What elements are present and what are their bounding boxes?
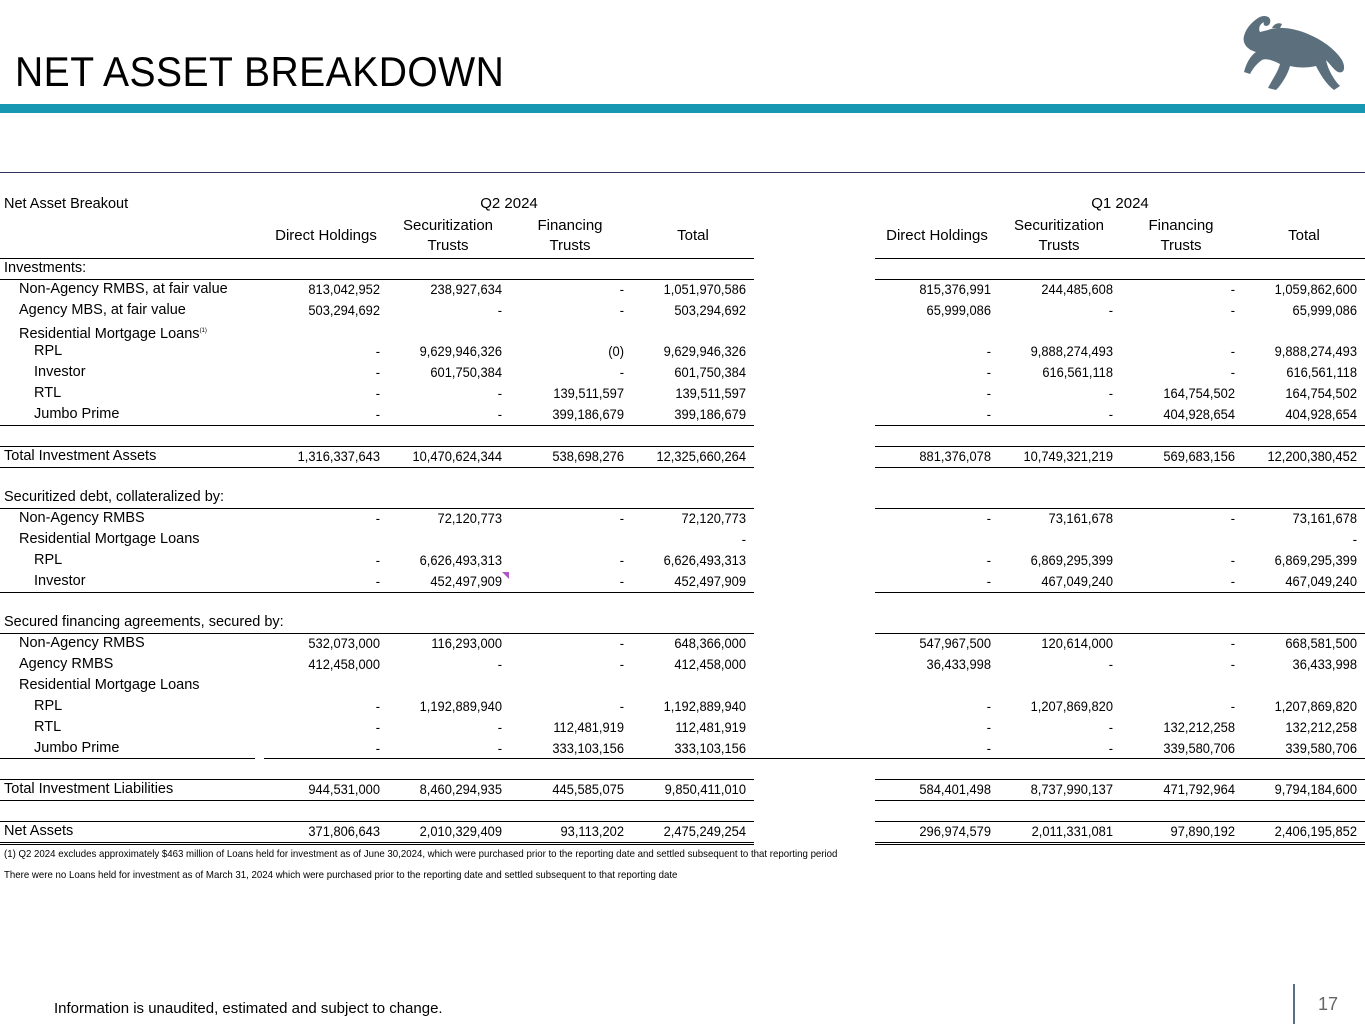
value-cell: - bbox=[619, 697, 624, 714]
table-rule bbox=[875, 779, 1365, 780]
value-cell: 532,073,000 bbox=[308, 635, 380, 652]
col-header-financing: Financing bbox=[1148, 217, 1214, 234]
value-cell: - bbox=[1108, 739, 1113, 756]
value-cell: 503,294,692 bbox=[308, 301, 380, 318]
table-rule bbox=[875, 800, 1365, 801]
table-rule bbox=[0, 508, 754, 509]
row-label: RTL bbox=[34, 718, 62, 735]
value-cell: 72,120,773 bbox=[681, 510, 746, 527]
value-cell: - bbox=[1108, 656, 1113, 673]
table-row bbox=[0, 612, 1365, 633]
value-cell: 339,580,706 bbox=[1285, 739, 1357, 756]
value-cell: 371,806,643 bbox=[308, 822, 380, 839]
value-cell: 9,794,184,600 bbox=[1274, 781, 1357, 798]
row-label: Investor bbox=[34, 572, 86, 589]
value-cell: 471,792,964 bbox=[1163, 781, 1235, 798]
value-cell: 139,511,597 bbox=[675, 385, 746, 402]
row-label: Non-Agency RMBS, at fair value bbox=[19, 280, 228, 297]
value-cell: 1,207,869,820 bbox=[1274, 697, 1357, 714]
value-cell: 132,212,258 bbox=[1163, 718, 1235, 735]
table-row bbox=[0, 779, 1365, 800]
col-header-securitization-trusts: Trusts bbox=[427, 237, 469, 254]
table-rule bbox=[875, 821, 1365, 822]
value-cell: 36,433,998 bbox=[926, 656, 991, 673]
value-cell: 139,511,597 bbox=[553, 385, 624, 402]
row-label: Securitized debt, collateralized by: bbox=[4, 489, 225, 506]
value-cell: 296,974,579 bbox=[919, 822, 991, 839]
header-accent-bar bbox=[0, 104, 1365, 113]
value-cell: - bbox=[497, 385, 502, 402]
value-cell: - bbox=[986, 510, 991, 527]
table-row bbox=[0, 821, 1365, 842]
page-title: NET ASSET BREAKDOWN bbox=[15, 48, 505, 95]
table-row bbox=[0, 571, 1365, 592]
row-label: RPL bbox=[34, 697, 63, 714]
value-cell: - bbox=[497, 301, 502, 318]
footnote-2: There were no Loans held for investment as of March 31, 2024 which were purchased prior to the reporting date and settled subsequent to that reporting date bbox=[4, 869, 678, 881]
value-cell: 9,629,946,326 bbox=[663, 343, 746, 360]
value-cell: 6,869,295,399 bbox=[1030, 551, 1113, 568]
value-cell: - bbox=[619, 364, 624, 381]
value-cell: 9,888,274,493 bbox=[1274, 343, 1357, 360]
table-rule bbox=[875, 425, 1365, 426]
value-cell: - bbox=[375, 364, 380, 381]
value-cell: 164,754,502 bbox=[1163, 385, 1235, 402]
value-cell: - bbox=[986, 551, 991, 568]
value-cell: - bbox=[1230, 551, 1235, 568]
value-cell: 97,890,192 bbox=[1170, 822, 1235, 839]
value-cell: 9,888,274,493 bbox=[1030, 343, 1113, 360]
table-corner-label: Net Asset Breakout bbox=[4, 196, 129, 212]
row-label: Residential Mortgage Loans bbox=[19, 531, 200, 548]
col-header-securitization: Securitization bbox=[402, 217, 494, 234]
value-cell: - bbox=[986, 364, 991, 381]
value-cell: 616,561,118 bbox=[1286, 364, 1357, 381]
table-rule bbox=[0, 425, 754, 426]
value-cell: 65,999,086 bbox=[1292, 301, 1357, 318]
value-cell: 452,497,909 bbox=[430, 572, 502, 589]
value-cell: 65,999,086 bbox=[926, 301, 991, 318]
lion-logo-icon bbox=[1238, 14, 1348, 96]
row-label: Residential Mortgage Loans$^{(1)}$ bbox=[19, 325, 207, 342]
value-cell: 813,042,952 bbox=[308, 280, 380, 297]
value-cell: 668,581,500 bbox=[1285, 635, 1357, 652]
value-cell: - bbox=[375, 718, 380, 735]
value-cell: - bbox=[1230, 656, 1235, 673]
row-label: RPL bbox=[34, 551, 63, 568]
cell-comment-indicator[interactable] bbox=[502, 572, 509, 579]
value-cell: 244,485,608 bbox=[1041, 280, 1113, 297]
value-cell: 503,294,692 bbox=[674, 301, 746, 318]
value-cell: - bbox=[986, 739, 991, 756]
col-header-securitization: Securitization bbox=[1013, 217, 1105, 234]
table-rule bbox=[0, 446, 754, 447]
page-number: 17 bbox=[1318, 994, 1339, 1014]
row-label: Agency MBS, at fair value bbox=[19, 301, 186, 318]
value-cell: 120,614,000 bbox=[1041, 635, 1113, 652]
value-cell: 6,869,295,399 bbox=[1274, 551, 1357, 568]
row-label: Total Investment Liabilities bbox=[4, 781, 174, 798]
value-cell: 116,293,000 bbox=[431, 635, 502, 652]
table-rule bbox=[875, 842, 1365, 845]
value-cell: - bbox=[619, 280, 624, 297]
value-cell: 815,376,991 bbox=[919, 280, 991, 297]
value-cell: 404,928,654 bbox=[1163, 405, 1235, 422]
value-cell: 9,629,946,326 bbox=[419, 343, 502, 360]
value-cell: - bbox=[375, 510, 380, 527]
value-cell: - bbox=[1230, 301, 1235, 318]
value-cell: 2,406,195,852 bbox=[1274, 822, 1357, 839]
value-cell: - bbox=[375, 551, 380, 568]
value-cell: 404,928,654 bbox=[1285, 405, 1357, 422]
table-row bbox=[0, 696, 1365, 717]
value-cell: - bbox=[1230, 572, 1235, 589]
value-cell: - bbox=[619, 572, 624, 589]
value-cell: 6,626,493,313 bbox=[419, 551, 502, 568]
value-cell: 399,186,679 bbox=[674, 405, 746, 422]
value-cell: 36,433,998 bbox=[1292, 656, 1357, 673]
value-cell: 616,561,118 bbox=[1042, 364, 1113, 381]
row-label: RTL bbox=[34, 385, 62, 402]
col-header-total: Total bbox=[1288, 227, 1320, 244]
period-header-q1: Q1 2024 bbox=[1091, 195, 1149, 212]
table-rule bbox=[0, 842, 754, 845]
period-header-q2: Q2 2024 bbox=[480, 195, 538, 212]
table-row bbox=[0, 675, 1365, 696]
table-rule bbox=[875, 508, 1365, 509]
value-cell: 112,481,919 bbox=[553, 718, 624, 735]
value-cell: 412,458,000 bbox=[308, 656, 380, 673]
value-cell: - bbox=[497, 718, 502, 735]
value-cell: 881,376,078 bbox=[919, 447, 991, 464]
value-cell: - bbox=[375, 385, 380, 402]
row-label: Jumbo Prime bbox=[34, 739, 120, 756]
value-cell: 73,161,678 bbox=[1292, 510, 1357, 527]
value-cell: 1,207,869,820 bbox=[1030, 697, 1113, 714]
value-cell: 452,497,909 bbox=[674, 572, 746, 589]
value-cell: 648,366,000 bbox=[674, 635, 746, 652]
value-cell: 1,316,337,643 bbox=[297, 447, 380, 464]
value-cell: 445,585,075 bbox=[552, 781, 624, 798]
value-cell: 399,186,679 bbox=[552, 405, 624, 422]
table-rule bbox=[264, 758, 1365, 759]
disclaimer-footer: Information is unaudited, estimated and subject to change. bbox=[54, 1000, 443, 1017]
row-label: Agency RMBS bbox=[19, 656, 114, 673]
row-label: Investor bbox=[34, 364, 86, 381]
value-cell: 132,212,258 bbox=[1285, 718, 1357, 735]
table-rule bbox=[0, 758, 255, 759]
col-header-total: Total bbox=[677, 227, 709, 244]
value-cell: - bbox=[986, 718, 991, 735]
value-cell: 93,113,202 bbox=[560, 822, 624, 839]
table-row bbox=[0, 487, 1365, 508]
value-cell: - bbox=[375, 739, 380, 756]
row-label: RPL bbox=[34, 343, 63, 360]
value-cell: 8,737,990,137 bbox=[1030, 781, 1113, 798]
value-cell: - bbox=[1230, 510, 1235, 527]
value-cell: (0) bbox=[608, 343, 624, 360]
table-row bbox=[0, 738, 1365, 759]
value-cell: 601,750,384 bbox=[430, 364, 502, 381]
value-cell: - bbox=[986, 343, 991, 360]
table-rule bbox=[875, 258, 1365, 259]
value-cell: - bbox=[497, 739, 502, 756]
value-cell: - bbox=[1230, 697, 1235, 714]
row-label: Net Assets bbox=[4, 822, 74, 839]
value-cell: 9,850,411,010 bbox=[664, 781, 746, 798]
value-cell: 10,749,321,219 bbox=[1023, 447, 1113, 464]
value-cell: - bbox=[497, 656, 502, 673]
col-header-securitization-trusts: Trusts bbox=[1038, 237, 1080, 254]
value-cell: 467,049,240 bbox=[1041, 572, 1113, 589]
row-label: Total Investment Assets bbox=[4, 447, 157, 464]
value-cell: 333,103,156 bbox=[674, 739, 746, 756]
value-cell: 12,200,380,452 bbox=[1267, 447, 1357, 464]
value-cell: 333,103,156 bbox=[552, 739, 624, 756]
value-cell: 412,458,000 bbox=[674, 656, 746, 673]
value-cell: 12,325,660,264 bbox=[656, 447, 746, 464]
table-row bbox=[0, 383, 1365, 404]
table-rule bbox=[0, 592, 754, 593]
table-row bbox=[0, 592, 1365, 613]
table-row bbox=[0, 341, 1365, 362]
table-row bbox=[0, 717, 1365, 738]
table-rule bbox=[0, 633, 754, 634]
row-label: Secured financing agreements, secured by: bbox=[4, 614, 284, 631]
value-cell: - bbox=[619, 510, 624, 527]
value-cell: - bbox=[986, 405, 991, 422]
value-cell: 339,580,706 bbox=[1163, 739, 1235, 756]
table-row bbox=[0, 321, 1365, 342]
row-label: Non-Agency RMBS bbox=[19, 510, 145, 527]
table-rule bbox=[0, 279, 754, 280]
value-cell: 72,120,773 bbox=[437, 510, 502, 527]
table-row bbox=[0, 300, 1365, 321]
row-label: Residential Mortgage Loans bbox=[19, 677, 200, 693]
value-cell: 601,750,384 bbox=[674, 364, 746, 381]
table-row bbox=[0, 467, 1365, 488]
value-cell: 944,531,000 bbox=[308, 781, 380, 798]
table-rule bbox=[0, 821, 754, 822]
value-cell: - bbox=[619, 656, 624, 673]
row-label: Non-Agency RMBS bbox=[19, 635, 145, 652]
value-cell: - bbox=[619, 551, 624, 568]
value-cell: 2,011,331,081 bbox=[1031, 822, 1113, 839]
value-cell: - bbox=[986, 697, 991, 714]
value-cell: - bbox=[986, 572, 991, 589]
value-cell: 73,161,678 bbox=[1048, 510, 1113, 527]
footnote-marker: (1) bbox=[199, 327, 207, 334]
footnote-1: (1) Q2 2024 excludes approximately $463 million of Loans held for investment as of June 30,2024, which were purchased prior to the reporting date and settled subsequent to that reporting period bbox=[4, 848, 838, 860]
value-cell: - bbox=[619, 635, 624, 652]
table-top-rule bbox=[0, 172, 1365, 173]
value-cell: 2,010,329,409 bbox=[419, 822, 502, 839]
table-row bbox=[0, 404, 1365, 425]
table-row bbox=[0, 633, 1365, 654]
value-cell: 1,059,862,600 bbox=[1274, 280, 1357, 297]
value-cell: - bbox=[619, 301, 624, 318]
value-cell: 6,626,493,313 bbox=[663, 551, 746, 568]
col-header-financing-trusts: Trusts bbox=[1160, 237, 1202, 254]
value-cell: 238,927,634 bbox=[430, 280, 502, 297]
table-rule bbox=[875, 633, 1365, 634]
value-cell: - bbox=[375, 572, 380, 589]
table-row bbox=[0, 529, 1365, 550]
table-rule bbox=[875, 446, 1365, 447]
col-header-financing: Financing bbox=[537, 217, 603, 234]
value-cell: 584,401,498 bbox=[919, 781, 991, 798]
value-cell: - bbox=[986, 385, 991, 402]
table-rule bbox=[0, 779, 754, 780]
table-rule bbox=[0, 258, 754, 259]
value-cell: 164,754,502 bbox=[1285, 385, 1357, 402]
value-cell: - bbox=[1108, 301, 1113, 318]
table-rule bbox=[875, 467, 1365, 468]
table-row bbox=[0, 446, 1365, 467]
col-header-direct-holdings: Direct Holdings bbox=[886, 227, 988, 244]
table-row bbox=[0, 425, 1365, 446]
table-row bbox=[0, 508, 1365, 529]
value-cell: 569,683,156 bbox=[1163, 447, 1235, 464]
value-cell: - bbox=[1108, 405, 1113, 422]
value-cell: - bbox=[1352, 531, 1357, 548]
value-cell: - bbox=[1230, 343, 1235, 360]
table-rule bbox=[0, 467, 754, 468]
value-cell: - bbox=[375, 405, 380, 422]
value-cell: 1,192,889,940 bbox=[663, 697, 746, 714]
value-cell: - bbox=[1230, 280, 1235, 297]
table-row bbox=[0, 279, 1365, 300]
page-number-divider bbox=[1293, 984, 1295, 1024]
table-rule bbox=[875, 279, 1365, 280]
value-cell: 112,481,919 bbox=[675, 718, 746, 735]
value-cell: - bbox=[741, 531, 746, 548]
value-cell: - bbox=[1108, 718, 1113, 735]
table-row bbox=[0, 550, 1365, 571]
table-rule bbox=[875, 592, 1365, 593]
row-label: Jumbo Prime bbox=[34, 405, 120, 422]
table-row bbox=[0, 258, 1365, 279]
row-label: Investments: bbox=[4, 260, 87, 276]
value-cell: - bbox=[375, 697, 380, 714]
table-rule bbox=[0, 800, 754, 801]
table-row bbox=[0, 654, 1365, 675]
value-cell: - bbox=[1230, 635, 1235, 652]
value-cell: - bbox=[1108, 385, 1113, 402]
value-cell: 1,051,970,586 bbox=[663, 280, 746, 297]
value-cell: - bbox=[497, 405, 502, 422]
value-cell: 2,475,249,254 bbox=[663, 822, 746, 839]
table-row bbox=[0, 758, 1365, 779]
value-cell: 467,049,240 bbox=[1285, 572, 1357, 589]
col-header-direct-holdings: Direct Holdings bbox=[275, 227, 377, 244]
col-header-financing-trusts: Trusts bbox=[549, 237, 591, 254]
value-cell: 1,192,889,940 bbox=[419, 697, 502, 714]
value-cell: - bbox=[1230, 364, 1235, 381]
value-cell: 547,967,500 bbox=[919, 635, 991, 652]
table-row bbox=[0, 362, 1365, 383]
table-row bbox=[0, 800, 1365, 821]
value-cell: - bbox=[375, 343, 380, 360]
value-cell: 538,698,276 bbox=[552, 447, 624, 464]
value-cell: 8,460,294,935 bbox=[419, 781, 502, 798]
value-cell: 10,470,624,344 bbox=[412, 447, 502, 464]
